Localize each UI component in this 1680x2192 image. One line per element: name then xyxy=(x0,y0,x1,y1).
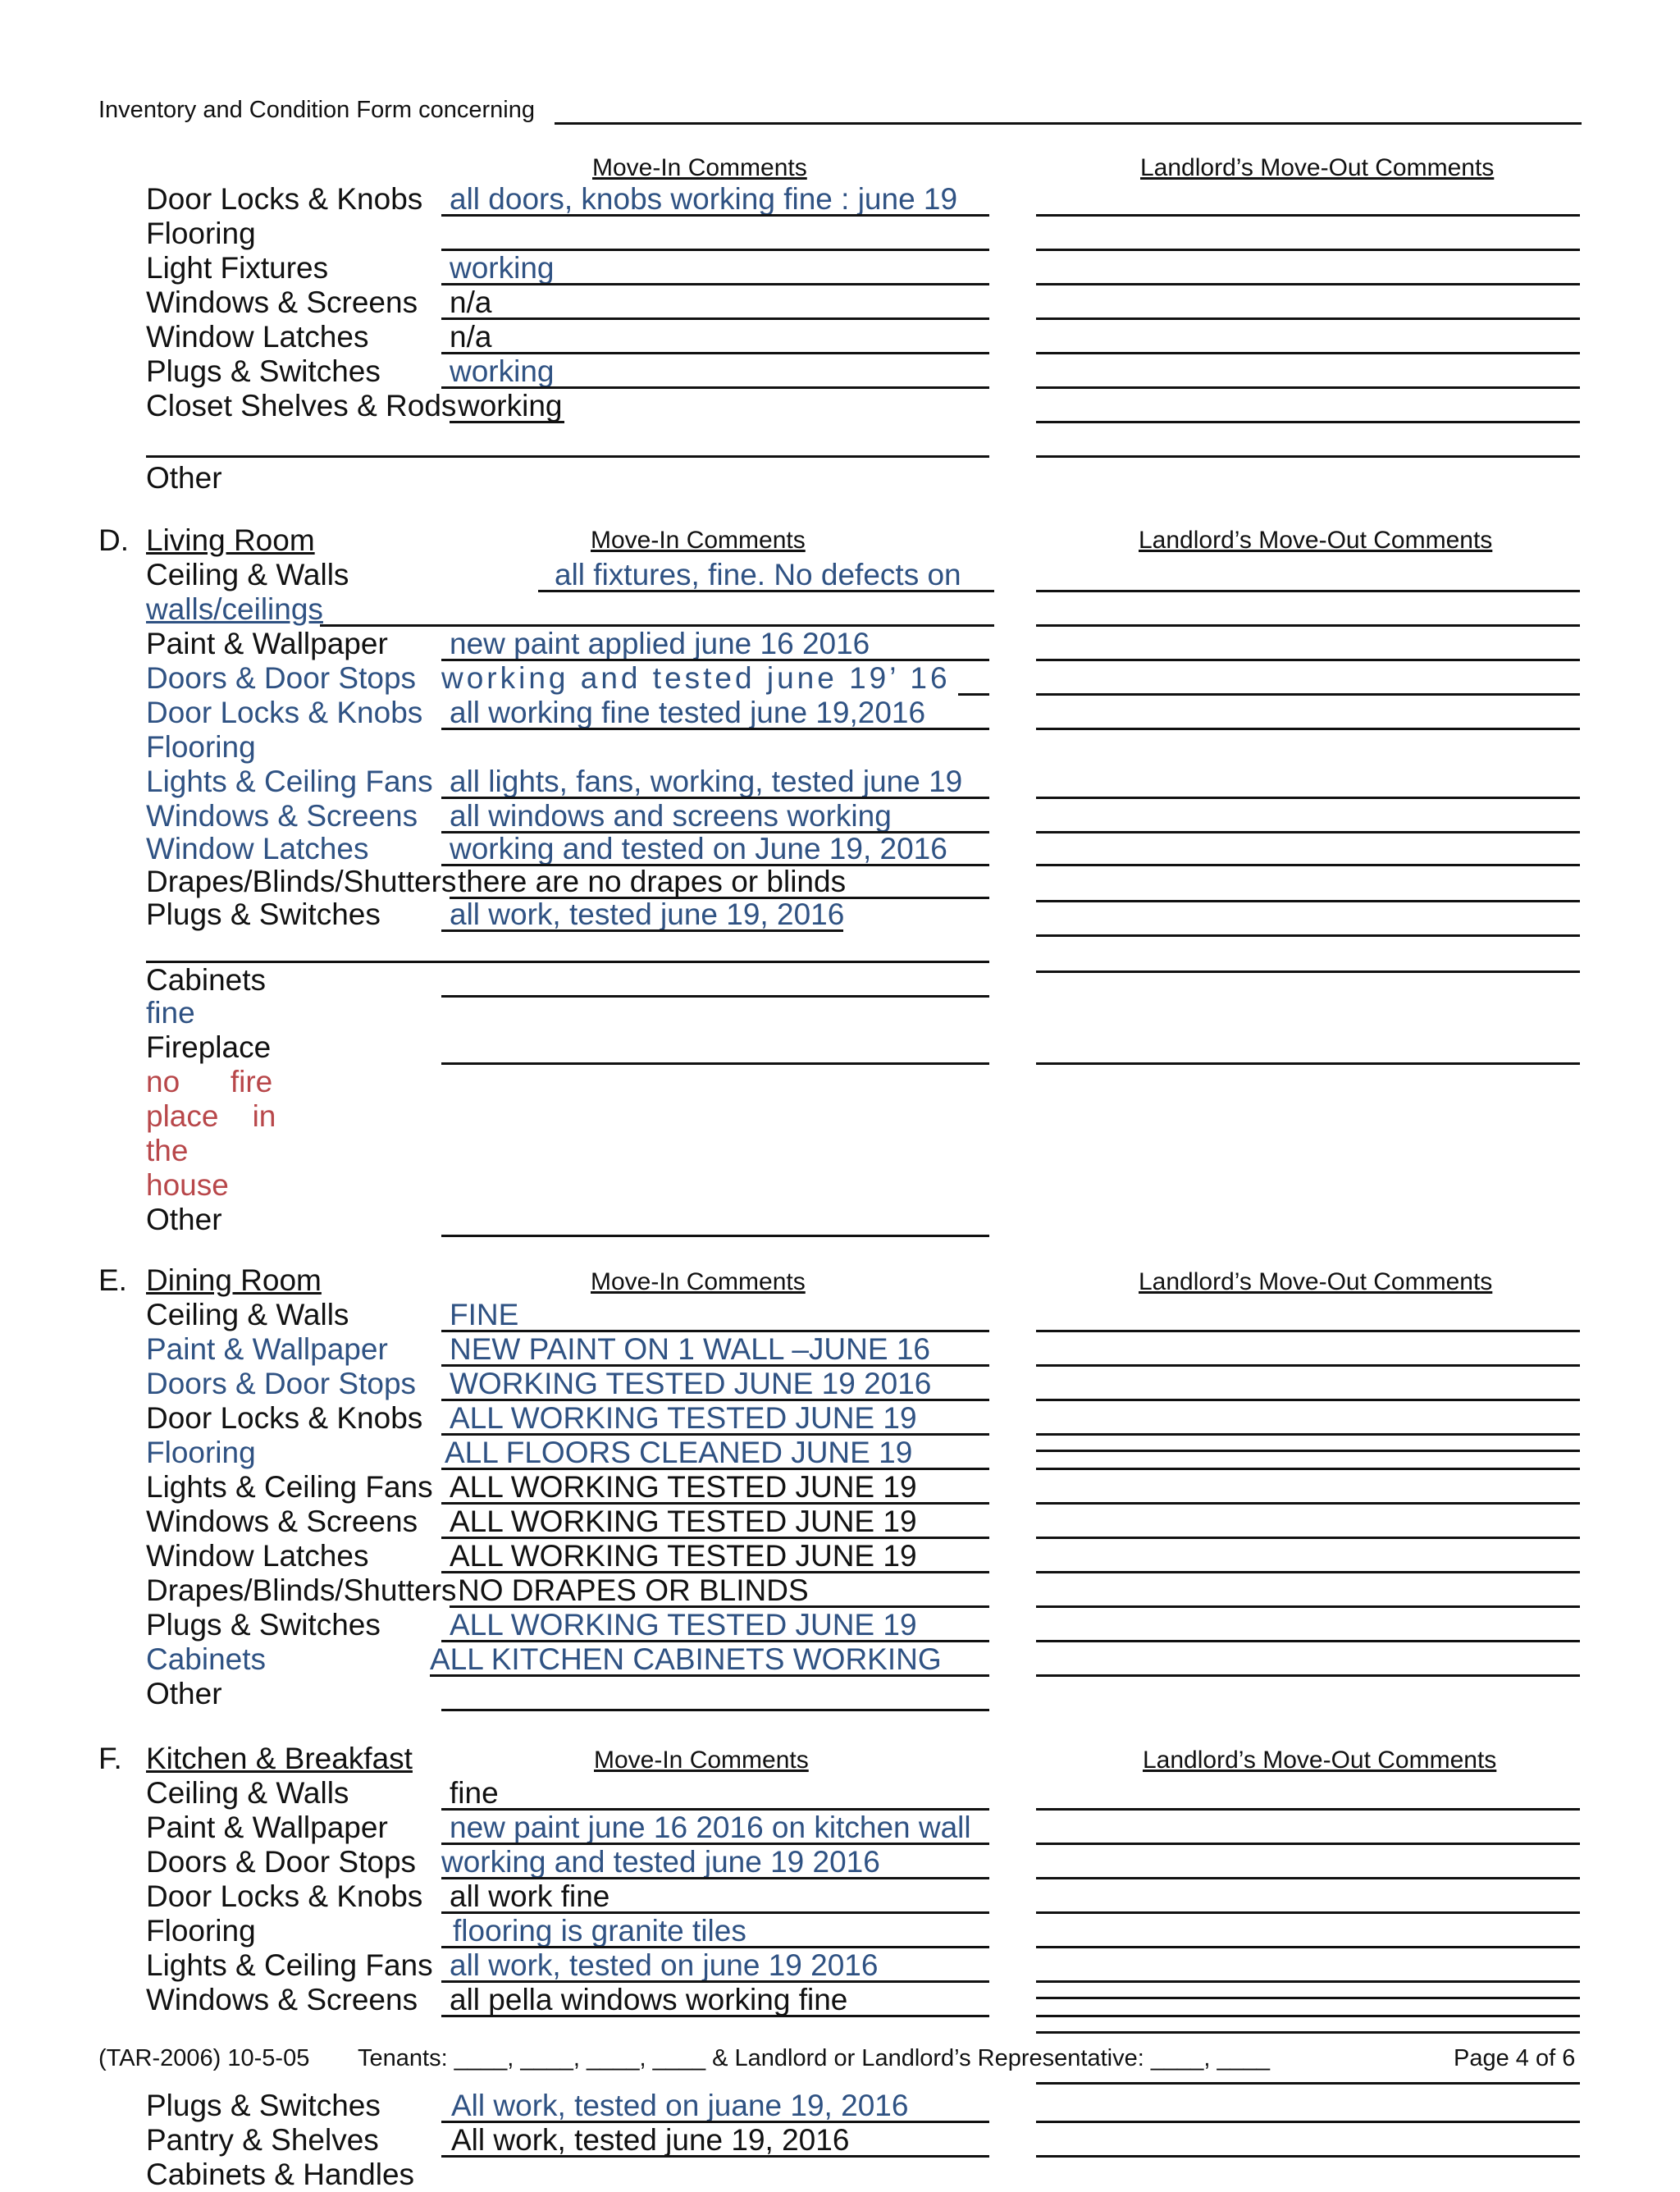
move-out-line xyxy=(1036,1843,1580,1845)
row-label: walls/ceilings xyxy=(146,592,323,626)
section-letter: F. xyxy=(98,1742,122,1775)
move-in-comment[interactable]: all work fine xyxy=(450,1879,610,1913)
other-line xyxy=(146,455,989,458)
move-in-comment[interactable]: fine xyxy=(450,1776,499,1810)
row-label: Cabinets xyxy=(146,1642,267,1676)
row-label: Lights & Ceiling Fans xyxy=(146,1470,433,1504)
move-in-comment[interactable]: ALL WORKING TESTED JUNE 19 xyxy=(450,1470,917,1504)
move-in-comment[interactable]: all windows and screens working xyxy=(450,799,892,833)
move-in-comment[interactable]: WORKING TESTED JUNE 19 2016 xyxy=(450,1367,932,1400)
move-out-line xyxy=(1036,900,1580,902)
row-label: Window Latches xyxy=(146,320,369,354)
row-label: Paint & Wallpaper xyxy=(146,627,388,660)
move-in-comment[interactable]: there are no drapes or blinds xyxy=(458,865,847,898)
move-out-line xyxy=(1036,1450,1580,1452)
move-out-line xyxy=(1036,2082,1580,2085)
move-in-comment[interactable]: ALL WORKING TESTED JUNE 19 xyxy=(450,1505,917,1538)
move-out-line xyxy=(1036,1399,1580,1401)
section-title: Living Room xyxy=(146,523,315,557)
section-letter: E. xyxy=(98,1263,127,1297)
move-out-line xyxy=(1036,2121,1580,2123)
row-label: Door Locks & Knobs xyxy=(146,696,423,729)
move-in-line xyxy=(441,2015,989,2017)
move-in-comment[interactable]: all working fine tested june 19,2016 xyxy=(450,696,926,729)
move-in-comment[interactable]: ALL WORKING TESTED JUNE 19 xyxy=(450,1608,917,1642)
move-out-line xyxy=(1036,1537,1580,1539)
move-in-column-heading: Move-In Comments xyxy=(591,527,806,554)
move-out-line xyxy=(1036,934,1580,937)
move-in-comment[interactable]: All work, tested on juane 19, 2016 xyxy=(451,2089,909,2122)
row-label: Other xyxy=(146,461,222,495)
move-out-line xyxy=(1036,1946,1580,1948)
move-out-line xyxy=(1036,659,1580,661)
move-out-line xyxy=(1036,1502,1580,1505)
move-out-column-heading: Landlord’s Move-Out Comments xyxy=(1139,527,1493,554)
move-out-line xyxy=(1036,352,1580,354)
move-out-line xyxy=(1036,2015,1580,2017)
move-in-comment[interactable]: ALL KITCHEN CABINETS WORKING xyxy=(430,1642,942,1676)
move-in-comment[interactable]: working xyxy=(450,354,555,388)
move-in-comment[interactable]: working xyxy=(458,389,563,422)
other-line xyxy=(146,961,989,963)
move-in-line xyxy=(441,283,989,285)
row-label: Ceiling & Walls xyxy=(146,1298,349,1331)
row-label: Plugs & Switches xyxy=(146,2089,381,2122)
page-number: Page 4 of 6 xyxy=(1454,2045,1576,2071)
move-out-line xyxy=(1036,1808,1580,1811)
move-out-column-heading: Landlord’s Move-Out Comments xyxy=(1139,1268,1493,1295)
move-in-line xyxy=(958,693,989,696)
row-label: Pantry & Shelves xyxy=(146,2123,379,2157)
section-title: Dining Room xyxy=(146,1263,322,1297)
move-out-line xyxy=(1036,1062,1580,1065)
row-label: Plugs & Switches xyxy=(146,897,381,931)
move-out-column-heading: Landlord’s Move-Out Comments xyxy=(1140,154,1495,181)
row-label: Light Fixtures xyxy=(146,251,329,285)
move-out-line xyxy=(1036,421,1580,423)
move-in-line xyxy=(441,929,843,932)
move-in-line xyxy=(441,2155,989,2158)
move-in-comment[interactable]: All work, tested june 19, 2016 xyxy=(451,2123,850,2157)
row-label: Window Latches xyxy=(146,832,369,865)
move-in-line xyxy=(441,1235,989,1237)
row-label: Paint & Wallpaper xyxy=(146,1811,388,1844)
move-out-line xyxy=(1036,1911,1580,1914)
row-label: Cabinets xyxy=(146,963,267,997)
move-in-comment[interactable]: flooring is granite tiles xyxy=(453,1914,746,1948)
move-in-comment[interactable]: all fixtures, fine. No defects on xyxy=(555,558,961,591)
move-in-comment[interactable]: ALL FLOORS CLEANED JUNE 19 xyxy=(445,1436,913,1469)
form-title: Inventory and Condition Form concerning xyxy=(98,97,535,123)
row-label: Window Latches xyxy=(146,1539,369,1573)
row-label: Flooring xyxy=(146,730,256,764)
move-in-line xyxy=(441,1709,989,1711)
row-label: Windows & Screens xyxy=(146,1505,418,1538)
row-label: Plugs & Switches xyxy=(146,354,381,388)
move-in-comment[interactable]: NEW PAINT ON 1 WALL –JUNE 16 xyxy=(450,1332,930,1366)
row-label: Doors & Door Stops xyxy=(146,1367,417,1400)
move-out-line xyxy=(1036,2155,1580,2158)
move-out-line xyxy=(1036,1433,1580,1436)
move-in-line xyxy=(430,1674,989,1677)
row-label: Drapes/Blinds/Shutters xyxy=(146,865,457,898)
row-label: Paint & Wallpaper xyxy=(146,1332,388,1366)
row-label: Cabinets & Handles xyxy=(146,2158,415,2191)
move-out-line xyxy=(1036,1877,1580,1879)
move-out-line xyxy=(1036,864,1580,866)
row-label: Door Locks & Knobs xyxy=(146,1401,423,1435)
move-in-line xyxy=(441,214,989,217)
row-label: Other xyxy=(146,1677,222,1710)
move-in-comment[interactable]: working and tested june 19 2016 xyxy=(441,1845,880,1879)
move-in-comment[interactable]: new paint june 16 2016 on kitchen wall xyxy=(450,1811,971,1844)
row-label: no fire xyxy=(146,1065,273,1098)
row-label: Plugs & Switches xyxy=(146,1608,381,1642)
move-in-comment[interactable]: n/a xyxy=(450,320,492,354)
move-out-line xyxy=(1036,1980,1580,1983)
row-label: Door Locks & Knobs xyxy=(146,182,423,216)
section-title: Kitchen & Breakfast xyxy=(146,1742,413,1775)
row-label: Drapes/Blinds/Shutters xyxy=(146,1573,457,1607)
move-out-line xyxy=(1036,214,1580,217)
row-label: Windows & Screens xyxy=(146,285,418,319)
move-in-comment[interactable]: working and tested june 19’ 16 xyxy=(441,661,951,695)
move-out-line xyxy=(1036,1674,1580,1677)
move-out-line xyxy=(1036,831,1580,833)
row-label: Lights & Ceiling Fans xyxy=(146,765,433,798)
row-label: Doors & Door Stops xyxy=(146,661,417,695)
move-out-line xyxy=(1036,386,1580,389)
form-title-blank-line xyxy=(555,122,1582,125)
move-out-column-heading: Landlord’s Move-Out Comments xyxy=(1143,1747,1497,1774)
form-id: (TAR-2006) 10-5-05 xyxy=(98,2045,310,2071)
row-label: Ceiling & Walls xyxy=(146,1776,349,1810)
move-in-comment[interactable]: all work, tested june 19, 2016 xyxy=(450,897,845,931)
move-out-line xyxy=(1036,249,1580,251)
section-letter: D. xyxy=(98,523,129,557)
row-label: the xyxy=(146,1134,189,1167)
move-out-line xyxy=(1036,317,1580,320)
move-in-line xyxy=(441,317,989,320)
move-in-comment[interactable]: n/a xyxy=(450,285,492,319)
row-label: Lights & Ceiling Fans xyxy=(146,1948,433,1982)
move-in-line xyxy=(538,590,994,592)
move-out-line xyxy=(1036,624,1580,627)
move-in-column-heading: Move-In Comments xyxy=(592,154,807,181)
move-out-line xyxy=(1036,728,1580,730)
row-label: Ceiling & Walls xyxy=(146,558,349,591)
row-label: Windows & Screens xyxy=(146,1983,418,2016)
row-label: Windows & Screens xyxy=(146,799,418,833)
move-out-line xyxy=(1036,970,1580,973)
move-in-comment[interactable]: ALL WORKING TESTED JUNE 19 xyxy=(450,1539,917,1573)
row-label: place in xyxy=(146,1099,276,1133)
move-in-comment[interactable]: new paint applied june 16 2016 xyxy=(450,627,870,660)
move-out-line xyxy=(1036,2031,1580,2034)
move-in-comment[interactable]: all doors, knobs working fine : june 19 xyxy=(450,182,958,216)
row-label: Flooring xyxy=(146,1914,256,1948)
move-out-line xyxy=(1036,797,1580,799)
move-in-column-heading: Move-In Comments xyxy=(594,1747,809,1774)
row-label: Closet Shelves & Rods xyxy=(146,389,457,422)
move-in-comment[interactable]: working and tested on June 19, 2016 xyxy=(450,832,947,865)
move-in-comment[interactable]: all pella windows working fine xyxy=(450,1983,848,2016)
move-out-line xyxy=(1036,1640,1580,1642)
move-out-line xyxy=(1036,1330,1580,1332)
move-in-comment[interactable]: NO DRAPES OR BLINDS xyxy=(458,1573,809,1607)
row-label: Flooring xyxy=(146,217,256,250)
move-in-comment[interactable]: working xyxy=(450,251,555,285)
initials-line: Tenants: ____, ____, ____, ____ & Landlord or Landlord’s Representative: ____, ____ xyxy=(358,2045,1270,2071)
row-label: Doors & Door Stops xyxy=(146,1845,417,1879)
move-in-line xyxy=(450,421,564,423)
move-out-line xyxy=(1036,1468,1580,1470)
move-in-line xyxy=(441,728,989,730)
move-out-line xyxy=(1036,455,1580,458)
row-label: Door Locks & Knobs xyxy=(146,1879,423,1913)
move-in-comment[interactable]: all work, tested on june 19 2016 xyxy=(450,1948,879,1982)
move-out-line xyxy=(1036,1605,1580,1608)
move-in-column-heading: Move-In Comments xyxy=(591,1268,806,1295)
move-out-line xyxy=(1036,590,1580,592)
move-in-line xyxy=(441,995,989,998)
move-out-line xyxy=(1036,1364,1580,1367)
move-out-line xyxy=(1036,283,1580,285)
move-in-comment[interactable]: all lights, fans, working, tested june 19 xyxy=(450,765,963,798)
row-label: Other xyxy=(146,1203,222,1236)
move-out-line xyxy=(1036,693,1580,696)
move-in-comment[interactable]: ALL WORKING TESTED JUNE 19 xyxy=(450,1401,917,1435)
move-in-line xyxy=(441,1062,989,1065)
row-label: house xyxy=(146,1168,229,1202)
move-in-comment[interactable]: FINE xyxy=(450,1298,519,1331)
row-label: Flooring xyxy=(146,1436,256,1469)
move-out-line xyxy=(1036,1997,1580,1999)
row-label: Fireplace xyxy=(146,1030,272,1064)
row-label: fine xyxy=(146,996,195,1030)
move-out-line xyxy=(1036,1571,1580,1573)
